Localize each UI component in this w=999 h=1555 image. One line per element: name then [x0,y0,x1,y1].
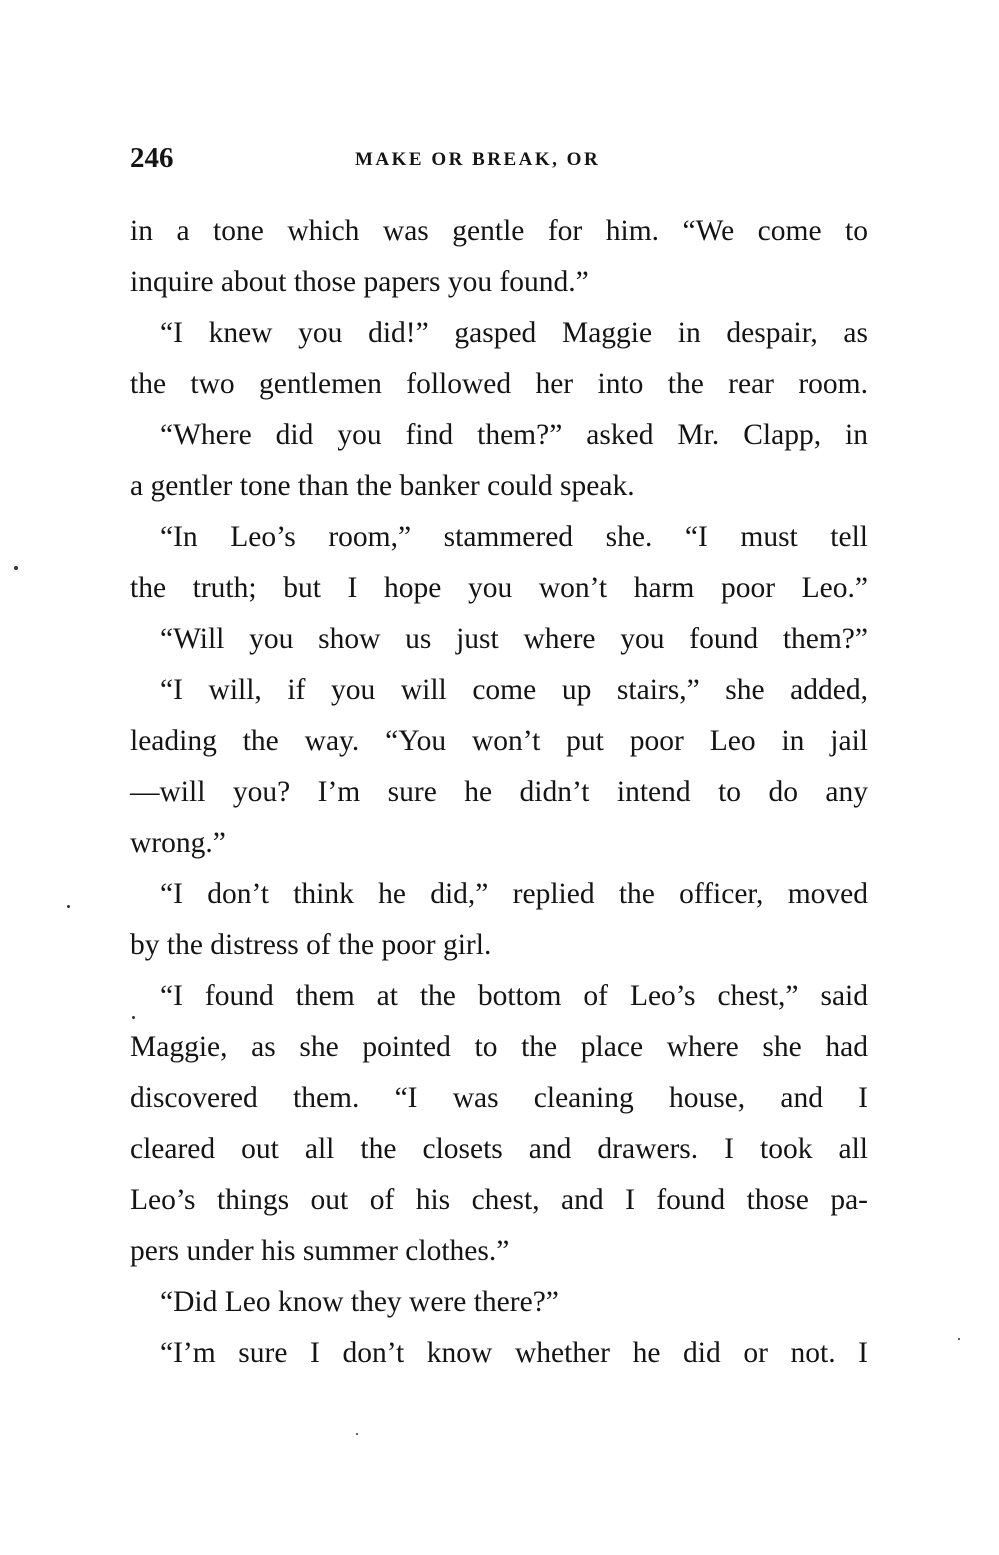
text-line: leading the way. “You won’t put poor Leo in jail [130,725,868,757]
text-line: wrong.” [130,827,226,859]
text-line: by the distress of the poor girl. [130,929,492,961]
text-line: “Did Leo know they were there?” [160,1286,559,1318]
text-line: “I don’t think he did,” replied the officer, moved [160,878,868,910]
text-line: “In Leo’s room,” stammered she. “I must tell [160,521,868,553]
paper-speck [67,905,70,908]
page-header [130,138,868,178]
text-line: inquire about those papers you found.” [130,266,589,298]
text-line: “I knew you did!” gasped Maggie in despair, as [160,317,868,349]
text-line: “I found them at the bottom of Leo’s chest,” said [160,980,868,1012]
text-line: a gentler tone than the banker could speak. [130,470,635,502]
paper-speck [958,1338,960,1340]
page-number: 246 [130,142,174,174]
running-head: MAKE OR BREAK, OR [355,149,601,170]
text-line: the truth; but I hope you won’t harm poor Leo.” [130,572,868,604]
text-line: —will you? I’m sure he didn’t intend to do any [130,776,868,808]
text-line: in a tone which was gentle for him. “We come to [130,215,868,247]
text-line: “I’m sure I don’t know whether he did or not. I [160,1337,868,1369]
text-line: Maggie, as she pointed to the place where she had [130,1031,868,1063]
text-line: pers under his summer clothes.” [130,1235,510,1267]
paper-speck [356,1433,358,1435]
text-line: discovered them. “I was cleaning house, and I [130,1082,868,1114]
text-line: “I will, if you will come up stairs,” she added, [160,674,868,706]
text-line: “Where did you find them?” asked Mr. Clapp, in [160,419,868,451]
text-line: the two gentlemen followed her into the rear room. [130,368,868,400]
text-line: “Will you show us just where you found them?” [160,623,868,655]
text-line: Leo’s things out of his chest, and I found those pa- [130,1184,868,1216]
text-line: cleared out all the closets and drawers. I took all [130,1133,868,1165]
paper-speck [14,566,18,570]
paper-speck [132,1016,135,1019]
